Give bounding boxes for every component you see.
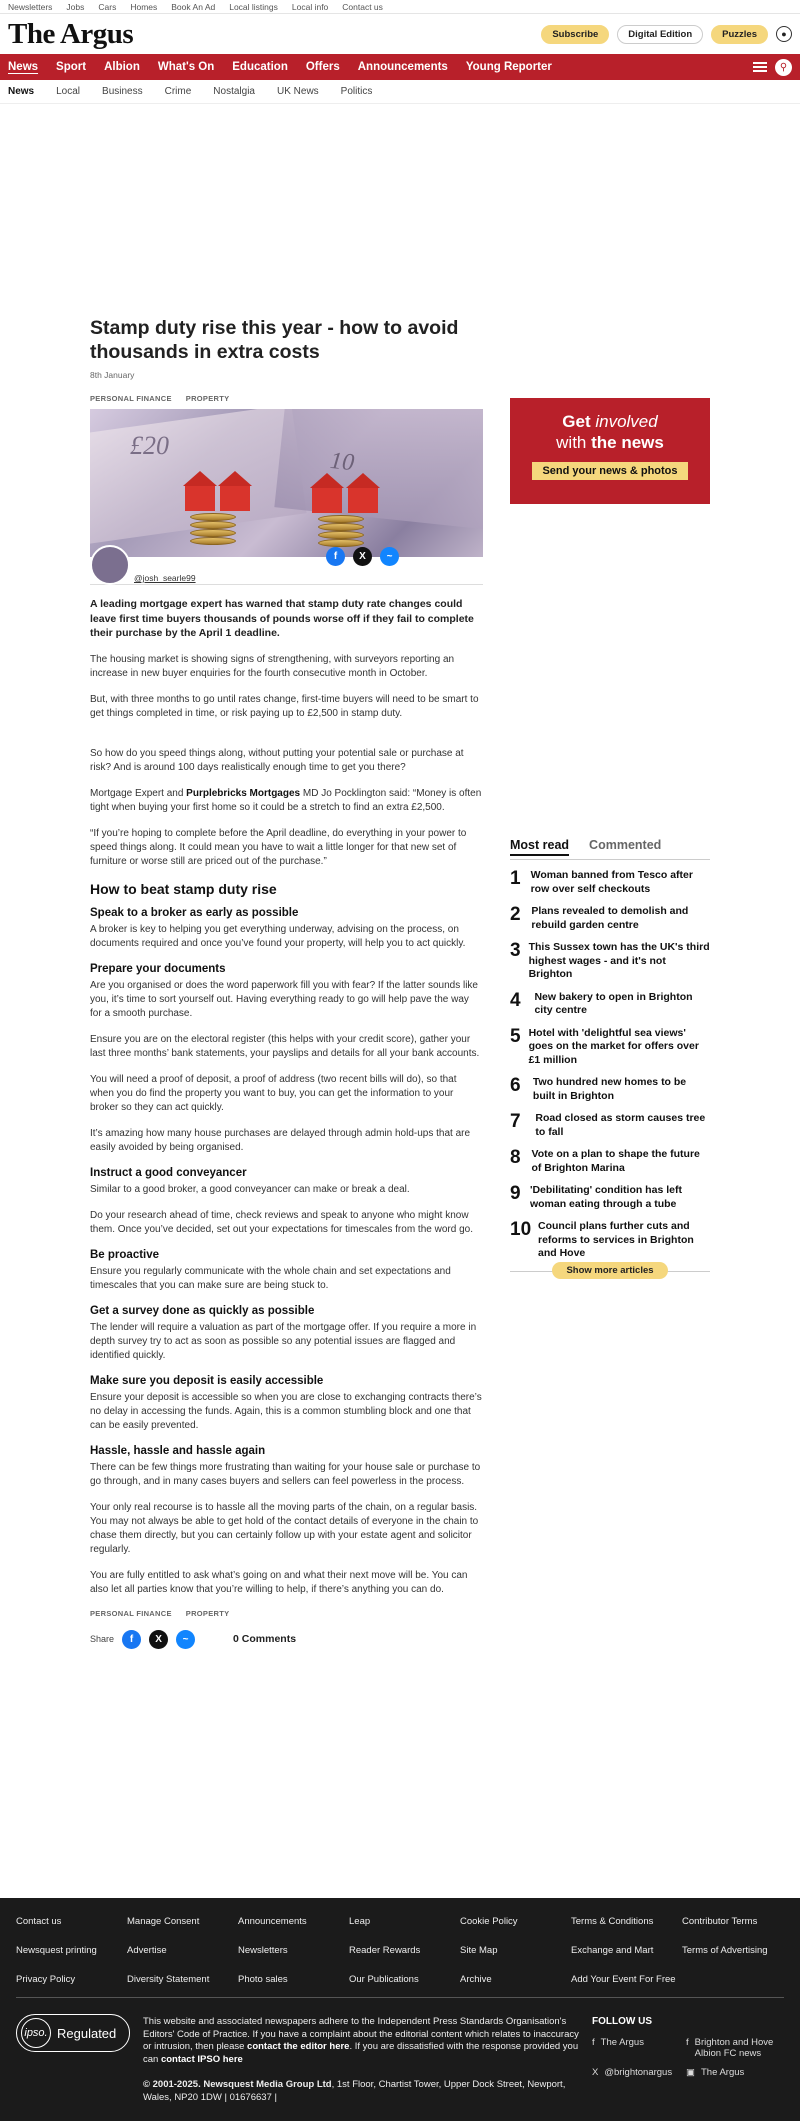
paragraph: The housing market is showing signs of strengthening, with surveyors reporting an increase in new buyer enquiries for the fourth consecutive month in October. — [90, 653, 455, 679]
nav-news[interactable]: News — [8, 61, 39, 73]
paragraph: Are you organised or does the word paperwork fill you with fear? If the latter sounds like you, it’s time to sort yourself out. Having everything ready to go will help pave the way for a smooth purchase. — [90, 979, 478, 1019]
footer-link[interactable]: Terms of Advertising — [682, 1945, 768, 1956]
share-bar — [90, 1630, 483, 1649]
most-read-headline[interactable]: This Sussex town has the UK's third highest wages - and it's not Brighton — [528, 941, 710, 980]
topbar-link-contact[interactable]: Contact us — [342, 1, 383, 12]
ipso-label: Regulated — [57, 2025, 117, 2041]
subheading: Get a survey done as quickly as possible — [90, 1304, 315, 1317]
nav-young-reporter[interactable]: Young Reporter — [465, 61, 552, 73]
search-icon[interactable]: ⚲ — [775, 59, 792, 76]
tab-most-read[interactable]: Most read — [510, 838, 569, 856]
social-label: Brighton and Hove Albion FC news — [694, 2037, 774, 2059]
x-icon: X — [592, 2067, 599, 2078]
nav-announcements[interactable]: Announcements — [357, 61, 448, 73]
most-read-item[interactable] — [510, 905, 710, 932]
banknote-text-2: 10 — [328, 447, 356, 477]
footer-link[interactable]: Contact us — [16, 1916, 62, 1927]
paragraph: It’s amazing how many house purchases are delayed through admin hold-ups that are easily avoided by being organised. — [90, 1127, 471, 1153]
most-read-rank: 9 — [510, 1183, 521, 1204]
most-read-item[interactable] — [510, 1027, 710, 1068]
footer-link[interactable]: Manage Consent — [127, 1916, 200, 1927]
topbar-link-cars[interactable]: Cars — [98, 1, 117, 12]
banknote-text: £20 — [130, 431, 169, 460]
article-lead: A leading mortgage expert has warned that stamp duty rate changes could leave first time buyers thousands of pounds worse off if they fail to complete their purchase by the April 1 deadline. — [90, 598, 474, 639]
purplebricks-link[interactable]: Purplebricks Mortgages — [186, 787, 301, 799]
footer-link[interactable]: Exchange and Mart — [571, 1945, 654, 1956]
most-read-headline[interactable]: New bakery to open in Brighton city centre — [534, 990, 693, 1016]
footer-text: This website and associated newspapers adhere to the Independent Press Standards Organisation's Editors' Code of Practice. If you have a complaint about the editorial content which relates to inaccuracy or intrusion, then please — [143, 2016, 579, 2052]
main-nav — [0, 54, 800, 80]
most-read — [510, 838, 710, 1287]
article-date: 8th January — [90, 370, 135, 380]
most-read-headline[interactable]: Hotel with 'delightful sea views' goes on the market for offers over £1 million — [528, 1026, 699, 1066]
article — [90, 316, 483, 1649]
topbar-link-newsletters[interactable]: Newsletters — [8, 1, 53, 12]
social-facebook[interactable] — [592, 2037, 686, 2059]
social-x[interactable] — [592, 2067, 686, 2078]
paragraph: You are fully entitled to ask what’s going on and what their next move will be. You can also let all parties know that you’re willing to help, if there’s anything you can do. — [90, 1569, 468, 1595]
social-label: The Argus — [700, 2067, 745, 2078]
footer-link[interactable]: Contributor Terms — [682, 1916, 758, 1927]
most-read-item[interactable] — [510, 1076, 710, 1103]
tag-personal-finance[interactable]: PERSONAL FINANCE — [90, 394, 172, 403]
paragraph-text: MD Jo Pocklington said: “Money is often tight when buying your first home so it could be a stretch to find an extra £2,500. — [90, 787, 482, 813]
footer-link[interactable]: Site Map — [460, 1945, 498, 1956]
bluesky-icon[interactable]: ~ — [176, 1630, 195, 1649]
footer-link[interactable]: Leap — [349, 1916, 371, 1927]
section-heading: How to beat stamp duty rise — [90, 880, 277, 897]
promo-with: with — [556, 433, 587, 452]
digital-edition-button[interactable]: Digital Edition — [617, 25, 703, 44]
most-read-headline[interactable]: Vote on a plan to shape the future of Brighton Marina — [531, 1148, 700, 1174]
article-title: Stamp duty rise this year - how to avoid thousands in extra costs — [90, 317, 459, 363]
most-read-item[interactable] — [510, 1184, 710, 1211]
subheading: Speak to a broker as early as possible — [90, 906, 299, 919]
article-tags — [90, 394, 483, 403]
instagram-icon: ▣ — [686, 2067, 695, 2078]
subheading: Prepare your documents — [90, 962, 226, 975]
most-read-item[interactable] — [510, 941, 710, 982]
paragraph: You will need a proof of deposit, a proof of address (two recent bills will do), so that when you do find the property you want to buy, you can get the information to your broker so they can act quickly. — [90, 1073, 457, 1113]
footer-link[interactable]: Privacy Policy — [16, 1974, 76, 1985]
most-read-headline[interactable]: 'Debilitating' condition has left woman eating through a tube — [529, 1184, 682, 1210]
footer-text: . If you are dissatisfied with the response provided you can — [143, 2041, 579, 2065]
subnav-uk-news[interactable]: UK News — [276, 86, 319, 97]
x-icon[interactable]: X — [149, 1630, 168, 1649]
most-read-headline[interactable]: Council plans further cuts and reforms to services in Brighton and Hove — [538, 1220, 694, 1259]
paragraph: There can be few things more frustrating than waiting for your house sale or purchase to go through, and in many cases buyers and sellers can feel powerless in the process. — [90, 1461, 481, 1487]
paragraph: Ensure your deposit is accessible so when you are close to exchanging contracts there’s no delay in accessing the funds. Again, this is a common stumbling block and one that can be easily prevented. — [90, 1391, 482, 1431]
follow-us — [592, 2016, 792, 2078]
footer-link[interactable]: Photo sales — [238, 1974, 288, 1985]
most-read-rank: 7 — [510, 1111, 521, 1132]
masthead — [0, 14, 800, 54]
show-more-button[interactable]: Show more articles — [552, 1262, 667, 1279]
author-byline — [90, 551, 483, 585]
menu-icon[interactable] — [753, 62, 767, 72]
ipso-statement — [143, 2016, 583, 2066]
nav-offers[interactable]: Offers — [305, 61, 340, 73]
most-read-item[interactable] — [510, 1148, 710, 1175]
footer-link[interactable]: Archive — [460, 1974, 492, 1985]
social-label: The Argus — [600, 2037, 644, 2048]
x-icon[interactable]: X — [353, 547, 372, 566]
most-read-item[interactable] — [510, 1112, 710, 1139]
paragraph: Your only real recourse is to hassle all the moving parts of the chain, on a regular basis. You may not always be able to get hold of the contact details of everyone in the chain to chase them directly, but you can certainly follow up with your estate agent and solicitor regularly. — [90, 1501, 479, 1555]
get-involved-promo — [510, 398, 710, 504]
puzzles-button[interactable]: Puzzles — [711, 25, 768, 44]
most-read-item[interactable] — [510, 991, 710, 1018]
promo-get: Get — [562, 412, 591, 431]
facebook-icon[interactable]: f — [326, 547, 345, 566]
footer-link[interactable]: Terms & Conditions — [571, 1916, 654, 1927]
footer-link[interactable]: Our Publications — [349, 1974, 419, 1985]
footer-link[interactable]: Diversity Statement — [127, 1974, 210, 1985]
most-read-item[interactable] — [510, 1220, 710, 1261]
paragraph-text: Mortgage Expert and — [90, 787, 187, 799]
ipso-mark: ipso. — [21, 2018, 51, 2048]
comments-link[interactable]: 0 Comments — [233, 1633, 297, 1645]
facebook-icon: f — [686, 2037, 689, 2048]
subnav-local[interactable]: Local — [56, 86, 81, 97]
facebook-icon[interactable]: f — [122, 1630, 141, 1649]
topbar-link-homes[interactable]: Homes — [130, 1, 158, 12]
ad-slot — [0, 104, 800, 318]
subheading: Hassle, hassle and hassle again — [90, 1444, 266, 1457]
footer-link[interactable]: Announcements — [238, 1916, 307, 1927]
subnav-business[interactable]: Business — [102, 86, 143, 97]
subheading: Make sure you deposit is easily accessible — [90, 1374, 324, 1387]
most-read-rank: 1 — [510, 868, 521, 889]
article-tags-bottom — [90, 1609, 483, 1618]
copyright-owner: © 2001-2025. Newsquest Media Group Ltd — [143, 2079, 332, 2090]
nav-albion[interactable]: Albion — [104, 61, 140, 73]
tab-commented[interactable]: Commented — [589, 838, 662, 852]
most-read-rank: 6 — [510, 1075, 521, 1096]
subheading: Be proactive — [90, 1248, 160, 1261]
most-read-rank: 2 — [510, 904, 521, 925]
social-instagram[interactable] — [686, 2067, 786, 2078]
paragraph: But, with three months to go until rates change, first-time buyers will need to be smart to get things completed in time, or risk paying up to £2,500 in stamp duty. — [90, 693, 479, 719]
subnav-news[interactable]: News — [8, 86, 35, 97]
nav-sport[interactable]: Sport — [56, 61, 87, 73]
footer-link[interactable]: Newsquest printing — [16, 1945, 97, 1956]
copyright — [143, 2078, 583, 2104]
subnav-politics[interactable]: Politics — [340, 86, 373, 97]
share-label: Share — [90, 1634, 115, 1644]
most-read-item[interactable] — [510, 869, 710, 896]
paragraph: The lender will require a valuation as part of the mortgage offer. If you require a more in depth survey try to act as soon as possible so any potential issues are flagged and identified quickly. — [90, 1321, 477, 1361]
hero-image — [90, 409, 483, 557]
tag-property[interactable]: PROPERTY — [185, 1608, 230, 1618]
social-facebook-albion[interactable] — [686, 2037, 786, 2059]
paragraph: Ensure you are on the electoral register (this helps with your credit score), gather your last three months’ bank statements, your payslips and details for all your bank accounts. — [90, 1033, 480, 1059]
contact-ipso-link[interactable]: contact IPSO here — [160, 2053, 243, 2065]
topbar-link-local-listings[interactable]: Local listings — [229, 1, 278, 12]
topbar-link-jobs[interactable]: Jobs — [66, 1, 85, 12]
most-read-headline[interactable]: Road closed as storm causes tree to fall — [535, 1112, 706, 1138]
account-icon[interactable]: ● — [776, 26, 792, 42]
most-read-headline[interactable]: Plans revealed to demolish and rebuild garden centre — [531, 905, 689, 931]
paragraph — [90, 787, 483, 815]
social-label: @brightonargus — [604, 2067, 673, 2078]
promo-the-news: the news — [591, 433, 664, 452]
paragraph: A broker is key to helping you get everything underway, advising on the process, on documents required and once you’ve found your property, will help you to act quickly. — [90, 923, 466, 949]
nav-whats-on[interactable]: What's On — [157, 61, 215, 73]
copyright-address: , 1st Floor, Chartist Tower, Upper Dock Street, Newport, Wales, NP20 1DW | 01676637 | — [143, 2079, 566, 2103]
most-read-rank: 3 — [510, 940, 521, 961]
author-handle[interactable]: @josh_searle99 — [134, 573, 196, 583]
paragraph: Ensure you regularly communicate with the whole chain and set expectations and timescales that you can make sure are being stuck to. — [90, 1265, 451, 1291]
most-read-rank: 4 — [510, 989, 521, 1011]
follow-title: FOLLOW US — [592, 2016, 652, 2027]
tag-property[interactable]: PROPERTY — [185, 394, 230, 403]
most-read-headline[interactable]: Two hundred new homes to be built in Brighton — [532, 1076, 687, 1102]
footer-link[interactable]: Newsletters — [238, 1945, 288, 1956]
subheading: Instruct a good conveyancer — [90, 1166, 247, 1179]
messenger-icon[interactable]: ~ — [380, 547, 399, 566]
avatar[interactable] — [90, 545, 130, 585]
topbar-link-local-info[interactable]: Local info — [291, 1, 329, 12]
most-read-rank: 5 — [510, 1025, 521, 1047]
nav-education[interactable]: Education — [232, 61, 288, 73]
paragraph: Do your research ahead of time, check reviews and speak to anyone who might know them. Once you’ve decided, set out your expectations for timescales from the word go. — [90, 1209, 473, 1235]
tag-personal-finance[interactable]: PERSONAL FINANCE — [90, 1608, 172, 1618]
facebook-icon: f — [592, 2037, 595, 2048]
subnav-nostalgia[interactable]: Nostalgia — [213, 86, 255, 97]
footer-link[interactable]: Add Your Event For Free — [571, 1974, 676, 1985]
paragraph: Similar to a good broker, a good conveyancer can make or break a deal. — [90, 1183, 410, 1195]
footer — [0, 1898, 800, 2121]
sub-nav — [0, 80, 800, 104]
most-read-headline[interactable]: Woman banned from Tesco after row over self checkouts — [530, 869, 693, 895]
subscribe-button[interactable]: Subscribe — [541, 25, 609, 44]
utility-bar — [0, 0, 800, 14]
send-news-button[interactable]: Send your news & photos — [532, 462, 687, 480]
promo-involved: involved — [595, 412, 658, 431]
paragraph: “If you’re hoping to complete before the April deadline, do everything in your power to speed things along. It could mean you have to wait a little longer for that new set of furniture or worse still are priced out of the purchase.” — [90, 827, 467, 867]
subnav-crime[interactable]: Crime — [164, 86, 192, 97]
site-logo[interactable]: The Argus — [8, 17, 134, 50]
footer-link[interactable]: Cookie Policy — [460, 1916, 518, 1927]
topbar-link-book-ad[interactable]: Book An Ad — [171, 1, 216, 12]
footer-link[interactable]: Reader Rewards — [349, 1945, 421, 1956]
ipso-logo[interactable] — [16, 2014, 130, 2052]
contact-editor-link[interactable]: contact the editor here — [247, 2041, 350, 2052]
most-read-rank: 10 — [510, 1219, 532, 1240]
most-read-rank: 8 — [510, 1147, 521, 1168]
paragraph: So how do you speed things along, without putting your potential sale or purchase at risk? And is around 100 days realistically enough time to get you there? — [90, 747, 464, 773]
footer-link[interactable]: Advertise — [127, 1945, 167, 1956]
